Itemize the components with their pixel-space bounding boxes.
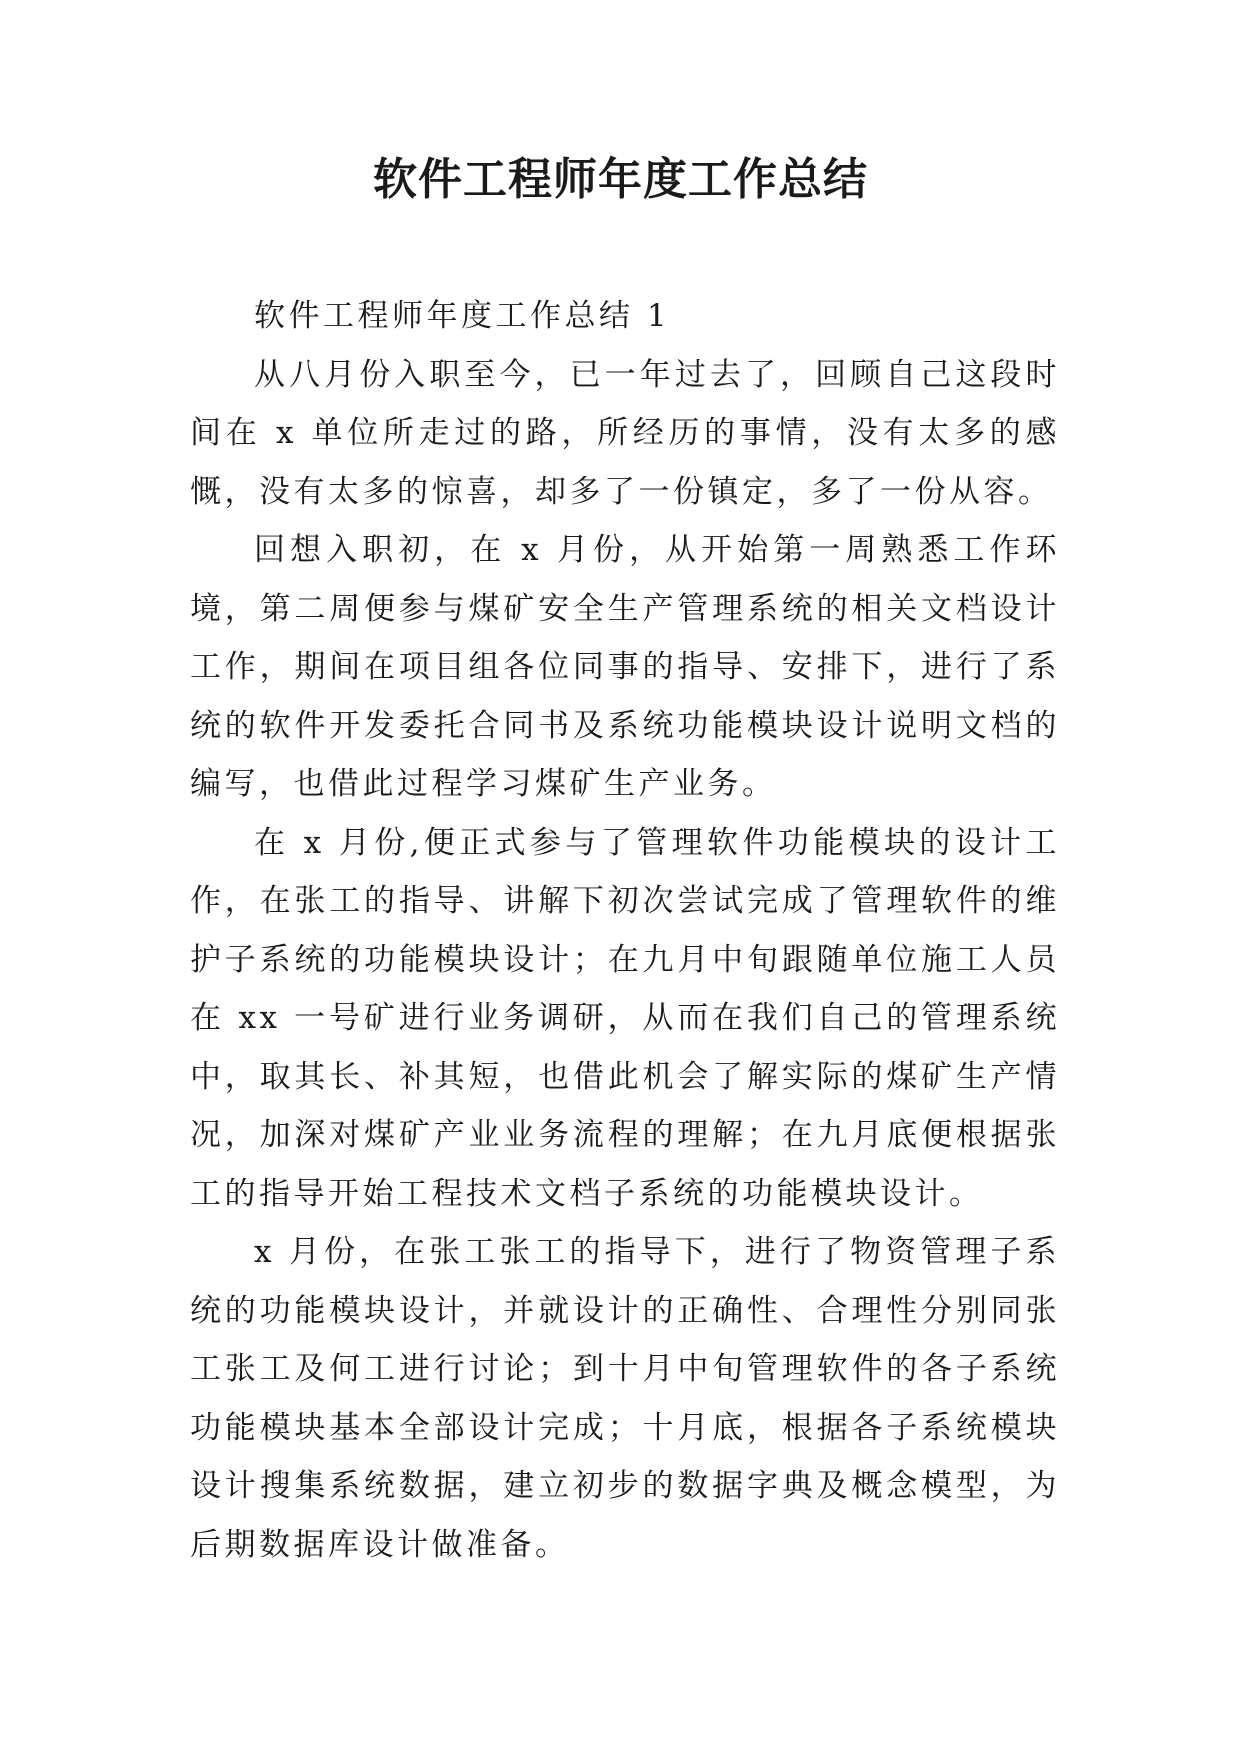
paragraph-onboarding: 回想入职初，在 x 月份，从开始第一周熟悉工作环境，第二周便参与煤矿安全生产管理系统的相关文档设计工作，期间在项目组各位同事的指导、安排下，进行了系统的软件开发委托合同书及系统功能模块设计说明文档的编写，也借此过程学习煤矿生产业务。	[190, 532, 1060, 802]
section-heading: 软件工程师年度工作总结 1	[254, 298, 671, 334]
paragraph-module-design: 在 x 月份,便正式参与了管理软件功能模块的设计工作，在张工的指导、讲解下初次尝试完成了管理软件的维护子系统的功能模块设计；在九月中旬跟随单位施工人员在 xx 一号矿进行业务调研，从而在我们自己的管理系统中，取其长、补其短，也借此机会了解实际的煤矿生产情况，加深对煤矿产业业务流程的理解；在九月底便根据张工的指导开始工程技术文档子系统的功能模块设计。	[190, 824, 1060, 1212]
document-title: 软件工程师年度工作总结	[373, 154, 868, 205]
paragraph-materials-system: x 月份，在张工张工的指导下，进行了物资管理子系统的功能模块设计，并就设计的正确性、合理性分别同张工张工及何工进行讨论；到十月中旬管理软件的各子系统功能模块基本全部设计完成；十月底，根据各子系统模块设计搜集系统数据，建立初步的数据字典及概念模型，为后期数据库设计做准备。	[190, 1234, 1060, 1563]
paragraph-intro: 从八月份入职至今，已一年过去了，回顾自己这段时间在 x 单位所走过的路，所经历的事情，没有太多的感慨，没有太多的惊喜，却多了一份镇定，多了一份从容。	[190, 356, 1060, 510]
document-body	[190, 287, 1060, 1574]
